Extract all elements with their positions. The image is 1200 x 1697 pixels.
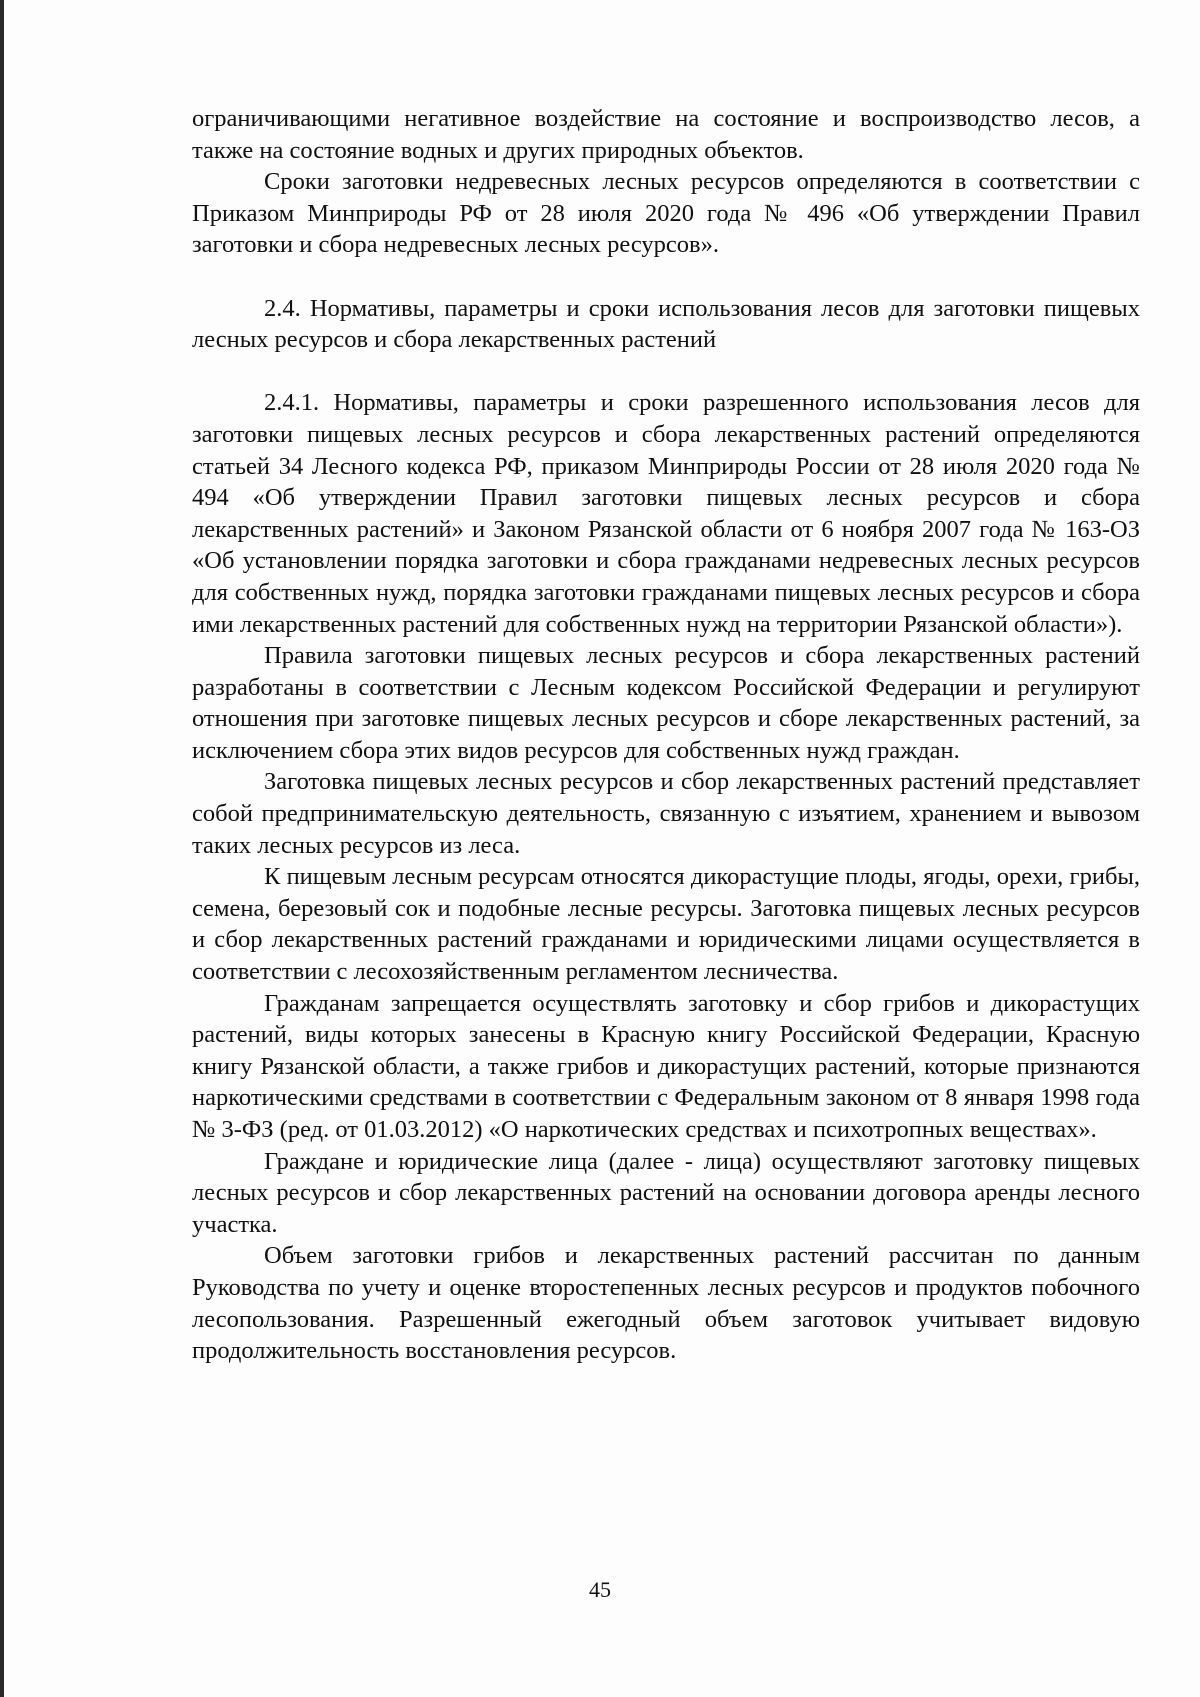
paragraph-rules: Правила заготовки пищевых лесных ресурсов и сбора лекарственных растений разработаны в соответствии с Лесным кодексом Российской Федерации и регулируют отношения при заготовке пищевых лесных ресурсов и сборе лекарственных растений, за исключением сбора этих видов ресурсов для собственных нужд граждан.	[192, 642, 1140, 764]
paragraph-prohibitions: Гражданам запрещается осуществлять заготовку и сбор грибов и дикорастущих растений, виды которых занесены в Красную книгу Российской Федерации, Красную книгу Рязанской области, а также грибов и дикорастущих растений, которые признаются наркотическими средствами в соответствии с Федеральным законом от 8 января 1998 года № 3-ФЗ (ред. от 01.03.2012) «О наркотических средствах и психотропных веществах».	[192, 989, 1140, 1143]
paragraph-2-4-1: 2.4.1. Нормативы, параметры и сроки разрешенного использования лесов для заготовки пищевых лесных ресурсов и сбора лекарственных растений определяются статьей 34 Лесного кодекса РФ, приказом Минприроды России от 28 июля 2020 года № 494 «Об утверждении Правил заготовки пищевых лесных ресурсов и сбора лекарственных растений» и Законом Рязанской области от 6 ноября 2007 года № 163-ОЗ «Об установлении порядка заготовки и сбора гражданами недревесных лесных ресурсов для собственных нужд, порядка заготовки гражданами пищевых лесных ресурсов и сбора ими лекарственных растений для собственных нужд на территории Рязанской области»).	[192, 389, 1140, 638]
paragraph-harvesting: Заготовка пищевых лесных ресурсов и сбор лекарственных растений представляет собой предпринимательскую деятельность, связанную с изъятием, хранением и вывозом таких лесных ресурсов из леса.	[192, 768, 1140, 859]
paragraph-food-resources: К пищевым лесным ресурсам относятся дикорастущие плоды, ягоды, орехи, грибы, семена, березовый сок и подобные лесные ресурсы. Заготовка пищевых лесных ресурсов и сбор лекарственных растений гражданами и юридическими лицами осуществляется в соответствии с лесохозяйственным регламентом лесничества.	[192, 863, 1140, 986]
paragraph-lease: Граждане и юридические лица (далее - лица) осуществляют заготовку пищевых лесных ресурсов и сбор лекарственных растений на основании договора аренды лесного участка.	[192, 1147, 1140, 1238]
section-heading-2-4: 2.4. Нормативы, параметры и сроки использования лесов для заготовки пищевых лесных ресурсов и сбора лекарственных растений	[192, 294, 1140, 354]
page-number: 45	[589, 1577, 611, 1602]
paragraph-spacer	[192, 356, 1140, 388]
paragraph-harvest-terms: Сроки заготовки недревесных лесных ресурсов определяются в соответствии с Приказом Минприроды РФ от 28 июля 2020 года № 496 «Об утверждении Правил заготовки и сбора недревесных лесных ресурсов».	[192, 168, 1140, 259]
paragraph-continuation: ограничивающими негативное воздействие на состояние и воспроизводство лесов, а также на состояние водных и других природных объектов.	[192, 105, 1140, 164]
scan-edge	[0, 0, 4, 1697]
document-body	[192, 103, 1140, 1367]
paragraph-volume: Объем заготовки грибов и лекарственных растений рассчитан по данным Руководства по учету и оценке второстепенных лесных ресурсов и продуктов побочного лесопользования. Разрешенный ежегодный объем заготовок учитывает видовую продолжительность восстановления ресурсов.	[192, 1242, 1140, 1365]
paragraph-spacer	[192, 261, 1140, 293]
